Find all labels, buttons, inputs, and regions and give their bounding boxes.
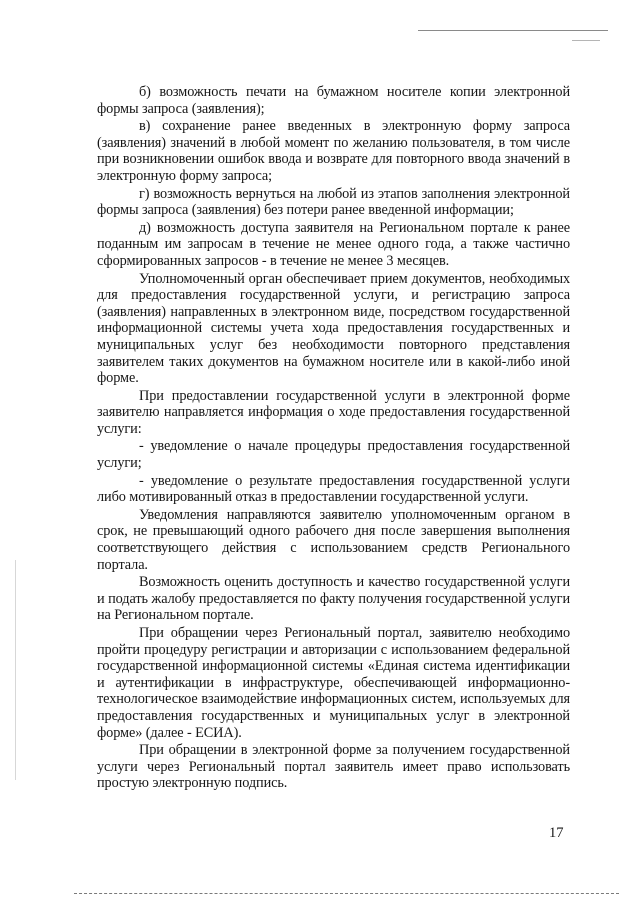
- document-body: [97, 84, 570, 792]
- paragraph-start-notice: - уведомление о начале процедуры предоставления государственной услуги;: [97, 438, 570, 472]
- paragraph-quality-complaint: Возможность оценить доступность и качество государственной услуги и подать жалобу предоставляется по факту получения государственной услуги на Региональном портале.: [97, 574, 570, 624]
- scan-rule-top: [418, 30, 608, 31]
- scan-mark-top: [572, 40, 600, 41]
- paragraph-notification-deadline: Уведомления направляются заявителю уполномоченным органом в срок, не превышающий одного рабочего дня после завершения выполнения соответствующего действия с использованием средств Регионального портала.: [97, 506, 570, 573]
- paragraph-save-values: в) сохранение ранее введенных в электронную форму запроса (заявления) значений в любой момент по желанию пользователя, в том числе при возникновении ошибок ввода и возврате для повторного ввода значений в электронную форму запроса;: [97, 118, 570, 184]
- paragraph-result-notice: - уведомление о результате предоставления государственной услуги либо мотивированный отказ в предоставлении государственной услуги.: [97, 472, 570, 506]
- paragraph-print-option: б) возможность печати на бумажном носителе копии электронной формы запроса (заявления);: [97, 84, 570, 117]
- paragraph-electronic-signature: При обращении в электронной форме за получением государственной услуги через Региональный портал заявитель имеет право использовать простую электронную подпись.: [97, 742, 570, 792]
- paragraph-access-requests: д) возможность доступа заявителя на Региональном портале к ранее поданным им запросам в течение не менее одного года, а также частично сформированных запросов - в течение не менее 3 месяцев.: [97, 219, 570, 269]
- paragraph-return-to-step: г) возможность вернуться на любой из этапов заполнения электронной формы запроса (заявления) без потери ранее введенной информации;: [97, 185, 570, 219]
- scan-edge-left: [15, 560, 16, 780]
- scan-rule-bottom: [74, 893, 619, 894]
- paragraph-esia-registration: При обращении через Региональный портал, заявителю необходимо пройти процедуру регистрации и авторизации с использованием федеральной государственной информационной системы «Единая система идентификации и аутентификации в инфраструктуре, обеспечивающей информационно-технологическое взаимодействие информационных систем, используемых для предоставления государственных и муниципальных услуг в электронной форме» (далее - ЕСИА).: [97, 625, 570, 741]
- page-number: 17: [549, 825, 564, 841]
- paragraph-electronic-info: При предоставлении государственной услуги в электронной форме заявителю направляется информация о ходе предоставления государственной услуги:: [97, 387, 570, 437]
- paragraph-authority-registration: Уполномоченный орган обеспечивает прием документов, необходимых для предоставления государственной услуги, и регистрацию запроса (заявления) направленных в электронном виде, посредством государственной информационной системы учета хода предоставления государственных и муниципальных услуг без необходимости повторного представления заявителем таких документов на бумажном носителе или в какой-либо иной форме.: [97, 270, 570, 387]
